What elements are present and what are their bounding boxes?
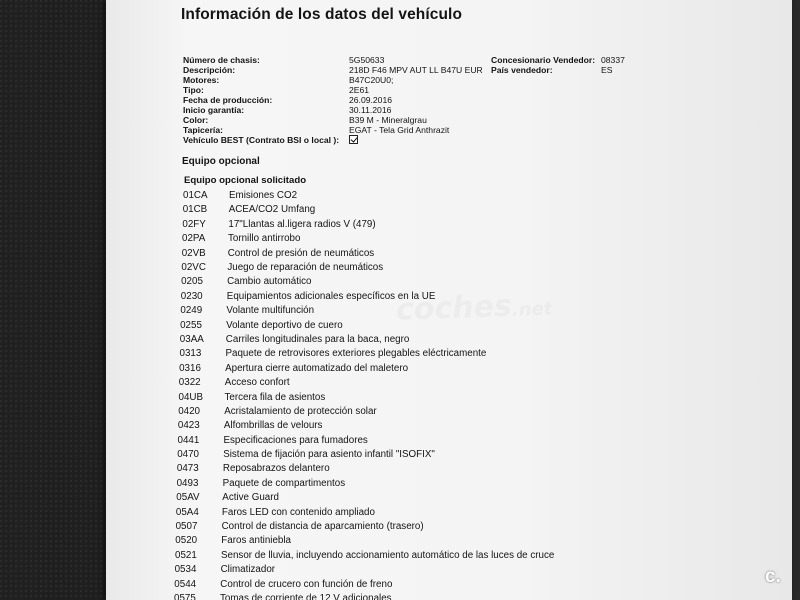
info-value: 30.11.2016 (349, 105, 392, 115)
option-code: 0575 (174, 592, 196, 600)
option-code: 01CA (183, 190, 208, 201)
optional-equipment-heading: Equipo opcional (182, 156, 260, 167)
option-description: Tornillo antirrobo (228, 233, 301, 245)
option-description: Tercera fila de asientos (224, 391, 326, 403)
info-label: Número de chasis: (183, 55, 260, 65)
info-label: Tipo: (183, 85, 204, 95)
requested-equipment-heading: Equipo opcional solicitado (184, 175, 307, 186)
option-code: 02PA (182, 233, 206, 245)
info-label: Motores: (183, 75, 220, 85)
best-contract-checkbox (349, 135, 358, 144)
option-description: 17"Llantas al.ligera radios V (479) (228, 218, 376, 230)
option-code: 0423 (177, 420, 200, 432)
option-code: 01CB (182, 204, 208, 216)
option-description: Especificaciones para fumadores (223, 434, 368, 446)
option-code: 0205 (181, 276, 203, 288)
option-code: 0255 (180, 319, 202, 331)
option-description: Paquete de compartimentos (222, 477, 346, 489)
info-value: B47C20U0; (349, 75, 394, 85)
info-value: B39 M - Mineralgrau (349, 115, 427, 125)
option-description: Climatizador (220, 564, 276, 576)
option-code: 0420 (178, 405, 200, 417)
option-code: 0534 (174, 564, 197, 576)
option-description: Emisiones CO2 (229, 190, 298, 201)
option-code: 03AA (179, 333, 204, 345)
option-description: Volante deportivo de cuero (226, 319, 343, 331)
info-label: Fecha de producción: (183, 95, 273, 105)
option-description: Control de crucero con función de freno (220, 578, 393, 590)
option-description: ACEA/CO2 Umfang (228, 204, 316, 216)
info-label-country: País vendedor: (491, 65, 553, 75)
option-code: 0441 (177, 434, 200, 446)
option-description: Control de distancia de aparcamiento (trasero) (221, 521, 424, 532)
option-code: 0544 (174, 578, 197, 590)
option-code: 0322 (178, 377, 201, 389)
background-edge (792, 0, 800, 600)
option-code: 0470 (177, 449, 199, 460)
option-description: Juego de reparación de neumáticos (227, 261, 384, 273)
option-description: Sistema de fijación para asiento infantil "ISOFIX" (223, 449, 435, 460)
option-description: Paquete de retrovisores exteriores plegables eléctricamente (225, 348, 487, 360)
info-label: Descripción: (183, 65, 236, 75)
option-description: Apertura cierre automatizado del maletero (225, 362, 409, 374)
option-code: 0313 (179, 348, 202, 360)
option-code: 02VC (181, 261, 206, 273)
info-value: EGAT - Tela Grid Anthrazit (349, 125, 450, 135)
option-description: Tomas de corriente de 12 V adicionales (220, 592, 392, 600)
option-code: 04UB (178, 391, 204, 403)
option-description: Equipamientos adicionales específicos en la UE (226, 290, 436, 302)
option-code: 0521 (175, 549, 197, 561)
option-description: Active Guard (222, 492, 279, 504)
option-description: Faros LED con contenido ampliado (221, 506, 375, 518)
option-code: 02VB (181, 247, 206, 259)
option-code: 0473 (176, 463, 199, 475)
info-value: 26.09.2016 (349, 95, 393, 105)
option-description: Acceso confort (224, 377, 290, 389)
watermark-tld: .net (511, 298, 553, 321)
option-code: 0230 (180, 290, 203, 302)
option-description: Sensor de lluvia, incluyendo accionamiento automático de las luces de cruce (221, 549, 555, 561)
option-code: 0249 (180, 305, 203, 317)
option-description: Faros antiniebla (221, 535, 292, 547)
option-description: Acristalamiento de protección solar (224, 405, 377, 417)
option-description: Cambio automático (227, 276, 312, 288)
option-code: 0316 (179, 362, 201, 374)
info-value: 2E61 (349, 85, 370, 95)
option-description: Reposabrazos delantero (222, 463, 330, 475)
watermark-text: coches (395, 288, 513, 328)
document-page (106, 0, 792, 600)
info-label-dealer: Concesionario Vendedor: (491, 55, 596, 65)
option-description: Control de presión de neumáticos (227, 247, 375, 259)
option-code: 02FY (182, 218, 206, 230)
option-description: Alfombrillas de velours (223, 420, 323, 432)
option-code: 0493 (176, 477, 199, 489)
option-code: 05A4 (175, 506, 199, 518)
option-code: 0520 (175, 535, 198, 547)
info-label: Color: (183, 115, 209, 125)
option-description: Carriles longitudinales para la baca, negro (225, 333, 410, 345)
option-code: 05AV (176, 492, 200, 504)
info-value: 218D F46 MPV AUT LL B47U EUR (349, 65, 483, 75)
document-title: Información de los datos del vehículo (181, 6, 463, 23)
info-label: Vehículo BEST (Contrato BSI o local ): (183, 135, 340, 145)
info-value: 5G50633 (349, 55, 385, 65)
info-value-dealer: 08337 (601, 55, 625, 65)
info-value-country: ES (601, 65, 613, 75)
option-description: Volante multifunción (226, 305, 315, 317)
corner-logo: c. (765, 566, 781, 587)
info-label: Inicio garantía: (183, 105, 245, 115)
option-code: 0507 (175, 521, 198, 532)
info-label: Tapicería: (183, 125, 223, 135)
